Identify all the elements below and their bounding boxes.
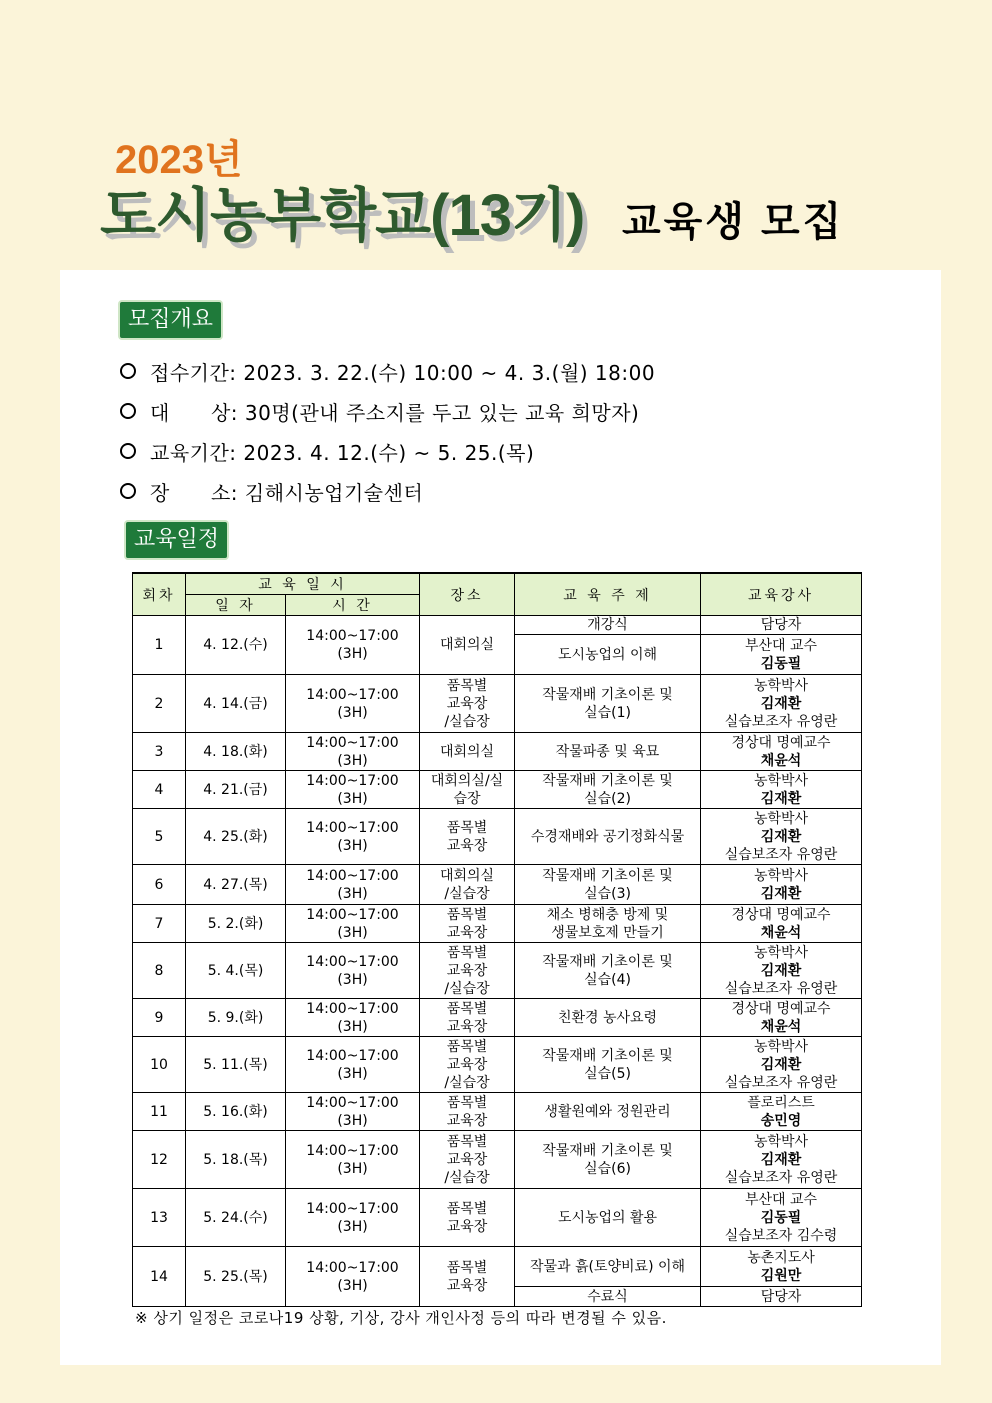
cell-date: 4. 27.(목) [186,865,286,905]
cell-topic-post: 수료식 [515,1287,701,1307]
cell-duration: (3H) [337,704,368,721]
cell-duration: (3H) [337,1160,368,1177]
cell-time-range: 14:00~17:00 [306,628,399,644]
header-instructor: 교육강사 [701,573,862,616]
cell-time-range: 14:00~17:00 [306,867,399,884]
cell-time [286,1189,420,1247]
cell-time [286,1131,420,1189]
cell-duration: (3H) [337,1065,368,1082]
cell-instructor [701,1131,862,1189]
cell-round: 9 [133,999,186,1037]
instructor-title: 농학박사 [753,944,809,961]
circle-bullet-icon [120,403,136,419]
instructor-title: 부산대 교수 [744,637,818,654]
page-title: 도시농부학교(13기) [100,183,585,248]
cell-place: 품목별 교육장 [420,809,515,865]
cell-instructor [701,1247,862,1287]
overview-badge: 모집개요 [118,300,223,340]
cell-time-range: 14:00~17:00 [306,772,399,789]
instructor-name: 김원만 [760,1267,802,1284]
cell-topic-pre: 개강식 [515,616,701,635]
cell-duration: (3H) [337,837,368,854]
cell-topic: 수경재배와 공기정화식물 [515,809,701,865]
cell-instructor [701,635,862,675]
cell-time-range: 14:00~17:00 [306,1259,399,1276]
cell-round: 8 [133,943,186,999]
header-date: 일 자 [186,595,286,616]
cell-duration: (3H) [337,1018,368,1035]
cell-round: 13 [133,1189,186,1247]
cell-duration: (3H) [337,790,368,807]
cell-place: 대회의실/실 습장 [420,771,515,809]
cell-time [286,675,420,733]
cell-round: 10 [133,1037,186,1093]
cell-instructor [701,943,862,999]
instructor-assistant: 실습보조자 유영란 [724,1074,838,1091]
table-row [133,616,862,635]
instructor-name: 김재환 [760,962,802,979]
cell-instructor [701,733,862,771]
cell-time-range: 14:00~17:00 [306,1000,399,1017]
cell-date: 4. 14.(금) [186,675,286,733]
cell-topic: 작물재배 기초이론 및 실습(4) [515,943,701,999]
overview-item-text: 대 상: 30명(관내 주소지를 두고 있는 교육 희망자) [150,401,640,425]
cell-duration: (3H) [337,1112,368,1129]
instructor-assistant: 실습보조자 유영란 [724,846,838,863]
overview-item-location [120,477,423,506]
table-row [133,865,862,905]
cell-date: 5. 18.(목) [186,1131,286,1189]
table-row [133,675,862,733]
cell-instructor [701,999,862,1037]
cell-duration: (3H) [337,752,368,769]
cell-topic: 작물재배 기초이론 및 실습(1) [515,675,701,733]
cell-topic: 작물재배 기초이론 및 실습(2) [515,771,701,809]
cell-place: 품목별 교육장 /실습장 [420,675,515,733]
cell-instructor [701,809,862,865]
instructor-title: 경상대 명예교수 [731,734,831,751]
overview-item-period [120,357,655,386]
cell-time [286,865,420,905]
table-row [133,1037,862,1093]
cell-place: 품목별 교육장 [420,999,515,1037]
cell-round: 6 [133,865,186,905]
instructor-name: 김재환 [760,885,802,902]
header-year: 2023년 [115,138,243,182]
cell-duration: (3H) [337,971,368,988]
cell-date: 5. 9.(화) [186,999,286,1037]
cell-date: 5. 2.(화) [186,905,286,943]
header-place: 장소 [420,573,515,616]
instructor-title: 경상대 명예교수 [731,1000,831,1017]
header-topic: 교 육 주 제 [515,573,701,616]
table-row [133,809,862,865]
instructor-name: 채윤석 [760,752,802,769]
table-row [133,733,862,771]
cell-time-range: 14:00~17:00 [306,1047,399,1064]
cell-date: 4. 12.(수) [186,616,286,675]
cell-date: 5. 4.(목) [186,943,286,999]
header-round: 회차 [133,573,186,616]
cell-duration: (3H) [337,1277,368,1294]
cell-instructor-pre: 담당자 [701,616,862,635]
cell-round: 2 [133,675,186,733]
cell-date: 4. 18.(화) [186,733,286,771]
instructor-title: 경상대 명예교수 [731,906,831,923]
cell-place: 대회의실 [420,616,515,675]
cell-date: 4. 25.(화) [186,809,286,865]
cell-instructor [701,1037,862,1093]
cell-place: 품목별 교육장 /실습장 [420,1131,515,1189]
cell-instructor [701,865,862,905]
instructor-name: 김재환 [760,1151,802,1168]
cell-round: 11 [133,1093,186,1131]
cell-date: 5. 25.(목) [186,1247,286,1307]
cell-time-range: 14:00~17:00 [306,953,399,970]
cell-round: 14 [133,1247,186,1307]
cell-place: 품목별 교육장 /실습장 [420,1037,515,1093]
circle-bullet-icon [120,483,136,499]
table-row [133,905,862,943]
cell-topic: 작물과 흙(토양비료) 이해 [515,1247,701,1287]
instructor-title: 부산대 교수 [744,1191,818,1208]
cell-time [286,771,420,809]
cell-time-range: 14:00~17:00 [306,1094,399,1111]
schedule-badge: 교육일정 [124,520,229,560]
cell-duration: (3H) [337,924,368,941]
cell-topic: 도시농업의 활용 [515,1189,701,1247]
cell-time-range: 14:00~17:00 [306,906,399,923]
cell-time [286,733,420,771]
instructor-assistant: 실습보조자 유영란 [724,713,838,730]
cell-topic: 친환경 농사요령 [515,999,701,1037]
cell-round: 7 [133,905,186,943]
table-row [133,1131,862,1189]
overview-item-text: 장 소: 김해시농업기술센터 [150,481,424,505]
cell-instructor [701,675,862,733]
table-row [133,1247,862,1287]
cell-topic: 작물파종 및 육묘 [515,733,701,771]
overview-item-text: 접수기간: 2023. 3. 22.(수) 10:00 ~ 4. 3.(월) 18:00 [150,361,656,385]
instructor-name: 김재환 [760,790,802,807]
cell-place: 품목별 교육장 [420,905,515,943]
cell-round: 3 [133,733,186,771]
instructor-title: 농학박사 [753,1133,809,1150]
schedule-note: ※ 상기 일정은 코로나19 상황, 기상, 강사 개인사정 등의 따라 변경될 수 있음. [135,1309,667,1327]
header-time: 시 간 [286,595,420,616]
cell-round: 5 [133,809,186,865]
cell-place: 품목별 교육장 [420,1093,515,1131]
cell-date: 5. 24.(수) [186,1189,286,1247]
cell-instructor-post: 담당자 [701,1287,862,1307]
cell-place: 품목별 교육장 [420,1189,515,1247]
table-row [133,943,862,999]
cell-place: 품목별 교육장 [420,1247,515,1307]
cell-topic: 생활원예와 정원관리 [515,1093,701,1131]
cell-topic: 작물재배 기초이론 및 실습(3) [515,865,701,905]
cell-time [286,905,420,943]
cell-place: 대회의실 [420,733,515,771]
circle-bullet-icon [120,363,136,379]
circle-bullet-icon [120,443,136,459]
cell-topic: 작물재배 기초이론 및 실습(5) [515,1037,701,1093]
cell-duration: (3H) [337,1218,368,1235]
instructor-name: 채윤석 [760,1018,802,1035]
cell-duration: (3H) [337,646,368,662]
overview-item-text: 교육기간: 2023. 4. 12.(수) ~ 5. 25.(목) [150,441,535,465]
cell-time [286,809,420,865]
instructor-title: 농촌지도사 [747,1249,815,1266]
cell-instructor [701,1093,862,1131]
instructor-title: 농학박사 [753,810,809,827]
table-row [133,1093,862,1131]
instructor-name: 김동필 [760,1209,802,1226]
cell-round: 12 [133,1131,186,1189]
instructor-name: 채윤석 [760,924,802,941]
cell-time-range: 14:00~17:00 [306,819,399,836]
cell-time-range: 14:00~17:00 [306,734,399,751]
cell-instructor [701,771,862,809]
instructor-title: 농학박사 [753,772,809,789]
cell-date: 4. 21.(금) [186,771,286,809]
table-row [133,771,862,809]
cell-date: 5. 11.(목) [186,1037,286,1093]
cell-time-range: 14:00~17:00 [306,1200,399,1217]
cell-instructor [701,1189,862,1247]
instructor-title: 농학박사 [753,867,809,884]
instructor-assistant: 실습보조자 김수령 [724,1227,838,1244]
cell-duration: (3H) [337,885,368,902]
overview-item-edu-period [120,437,534,466]
cell-place: 품목별 교육장 /실습장 [420,943,515,999]
instructor-assistant: 실습보조자 유영란 [724,980,838,997]
cell-time-range: 14:00~17:00 [306,686,399,703]
table-row [133,1189,862,1247]
cell-place: 대회의실 /실습장 [420,865,515,905]
instructor-title: 플로리스트 [747,1094,815,1111]
instructor-assistant: 실습보조자 유영란 [724,1169,838,1186]
cell-topic: 작물재배 기초이론 및 실습(6) [515,1131,701,1189]
table-row [133,999,862,1037]
instructor-name: 김재환 [760,695,802,712]
cell-time [286,1093,420,1131]
cell-instructor [701,905,862,943]
instructor-name: 송민영 [760,1112,802,1129]
instructor-title: 농학박사 [753,677,809,694]
cell-date: 5. 16.(화) [186,1093,286,1131]
cell-round: 1 [133,616,186,675]
instructor-name: 김재환 [760,1056,802,1073]
cell-time [286,999,420,1037]
title-main-wrap [100,168,584,252]
overview-item-target [120,397,639,426]
instructor-name: 김재환 [760,828,802,845]
cell-topic: 도시농업의 이해 [515,635,701,675]
cell-time [286,616,420,675]
schedule-table [132,572,862,1307]
cell-time [286,1247,420,1307]
cell-time-range: 14:00~17:00 [306,1142,399,1159]
cell-topic: 채소 병해충 방제 및 생물보호제 만들기 [515,905,701,943]
cell-time [286,943,420,999]
cell-round: 4 [133,771,186,809]
header-datetime: 교 육 일 시 [186,573,420,595]
instructor-title: 농학박사 [753,1038,809,1055]
page-subtitle: 교육생 모집 [622,200,845,244]
cell-time [286,1037,420,1093]
instructor-name: 김동필 [760,655,802,672]
